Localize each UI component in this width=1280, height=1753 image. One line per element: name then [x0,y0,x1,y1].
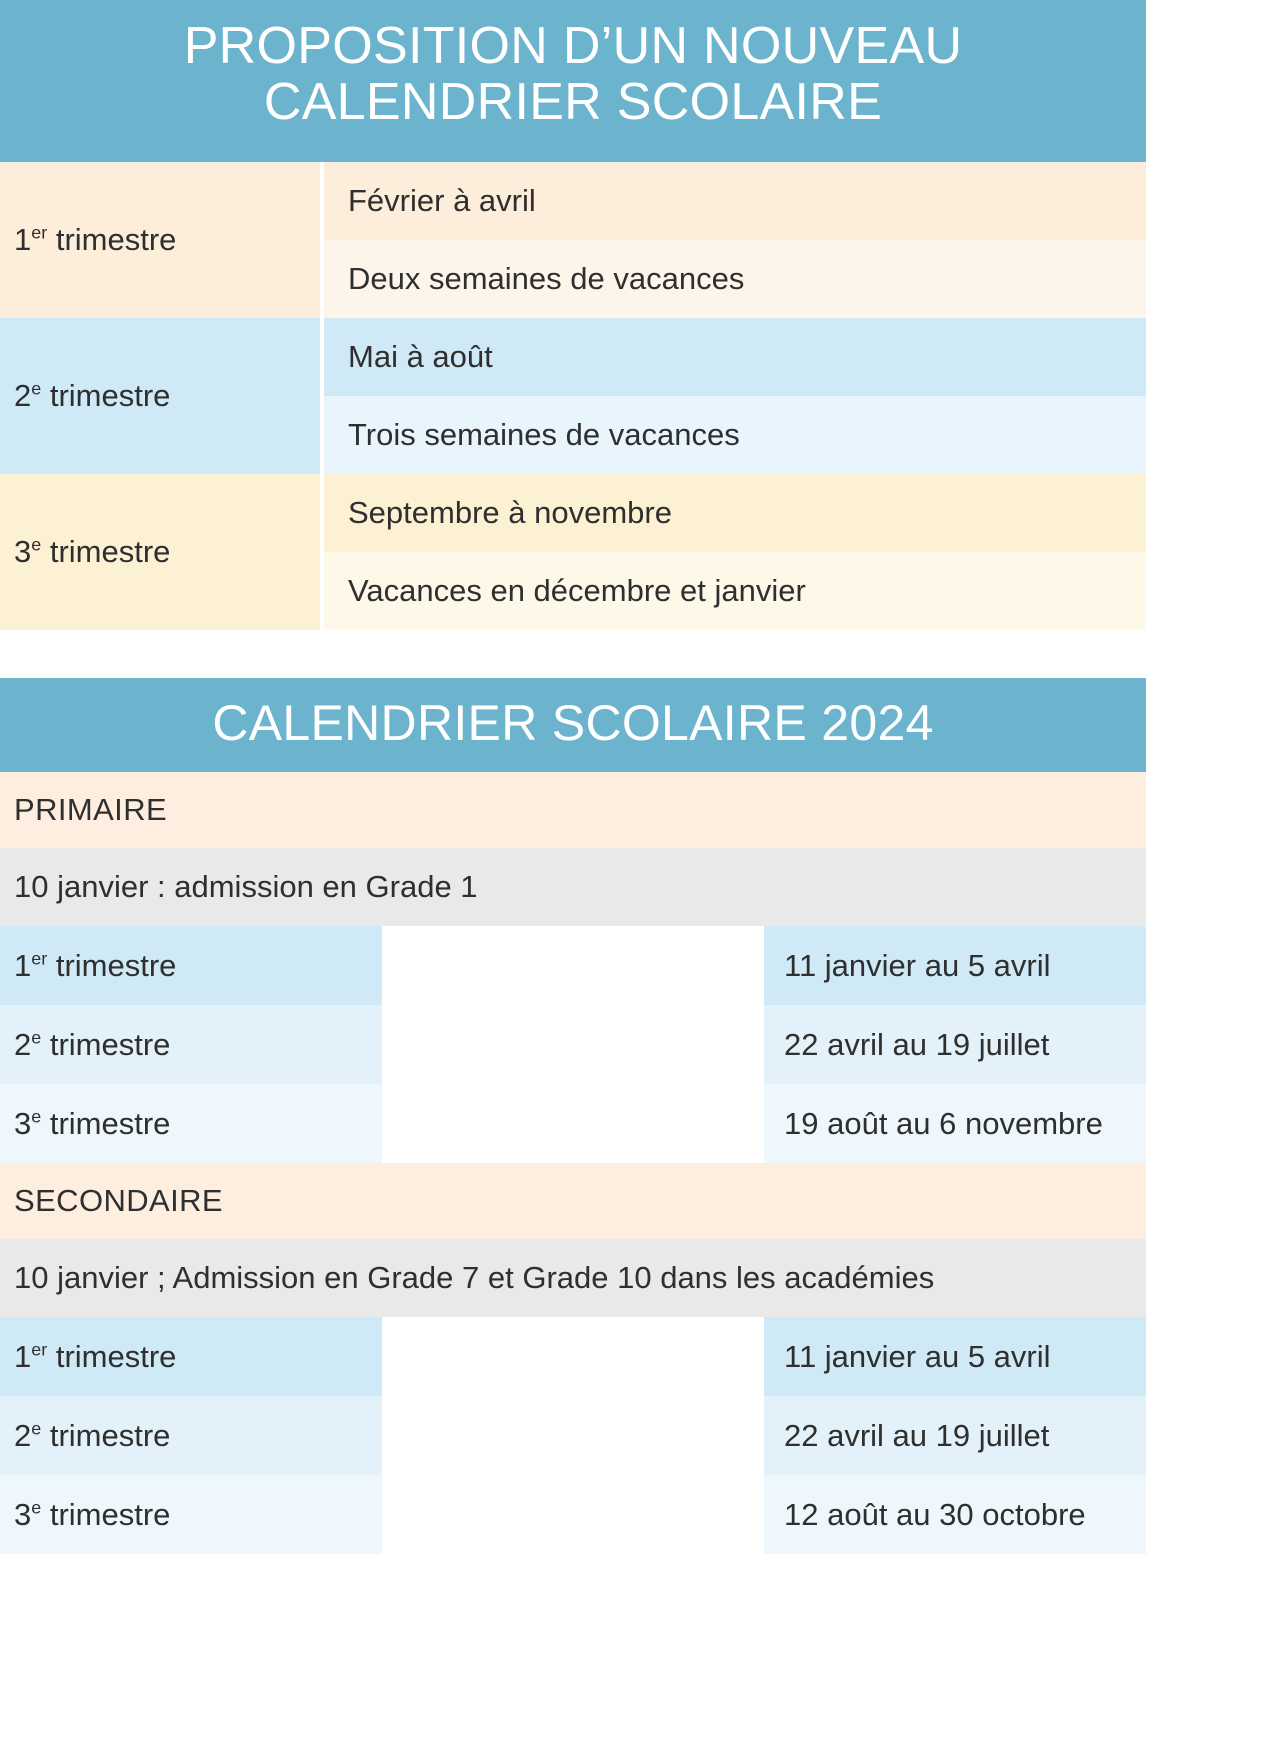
term-label-text: trimestre [41,1105,171,1141]
secondaire-term-dates-2: 22 avril au 19 juillet [764,1396,1146,1475]
term-ordinal-suffix: e [31,534,42,555]
section-header-secondaire [0,1163,1146,1239]
proposal-term-period-3: Septembre à novembre [324,474,1146,552]
term-ordinal-suffix: er [31,948,48,969]
column-gap [382,1317,764,1396]
primaire-term-label-1 [0,926,382,1005]
term-label-text: trimestre [41,534,171,569]
proposal-term-label-2 [0,318,320,474]
term-label-text: trimestre [41,378,171,413]
proposal-term-label-1 [0,162,320,318]
proposal-title-line-2: CALENDRIER SCOLAIRE [263,73,883,132]
secondaire-term-label-3 [0,1475,382,1554]
table-row [0,1005,1146,1084]
term-number: 2 [14,1417,32,1453]
term-number: 3 [14,534,32,569]
term-label-text: trimestre [47,222,177,257]
term-ordinal-suffix: e [31,378,42,399]
calendar-banner-title [0,678,1146,772]
primaire-term-dates-3: 19 août au 6 novembre [764,1084,1146,1163]
proposal-term-period-2: Mai à août [324,318,1146,396]
term-label-text: trimestre [41,1417,171,1453]
calendar-table [0,772,1146,1554]
proposal-term-period-1: Février à avril [324,162,1146,240]
term-number: 1 [14,1338,32,1374]
table-row [0,474,1146,552]
term-number: 3 [14,1105,32,1141]
column-gap [382,1475,764,1554]
term-number: 2 [14,1026,32,1062]
term-ordinal-suffix: er [31,1339,48,1360]
table-row [0,1475,1146,1554]
secondaire-term-label-1 [0,1317,382,1396]
table-row [0,926,1146,1005]
proposal-term-vacation-3: Vacances en décembre et janvier [324,552,1146,630]
proposal-term-label-3 [0,474,320,630]
proposal-title-line-1: PROPOSITION D’UN NOUVEAU [183,17,963,75]
primaire-term-dates-2: 22 avril au 19 juillet [764,1005,1146,1084]
table-row [0,1317,1146,1396]
primaire-term-dates-1: 11 janvier au 5 avril [764,926,1146,1005]
calendar-title-text: CALENDRIER SCOLAIRE 2024 [212,695,934,751]
secondaire-term-label-2 [0,1396,382,1475]
term-number: 2 [14,378,32,413]
term-ordinal-suffix: e [31,1497,42,1518]
table-row [0,1084,1146,1163]
term-number: 3 [14,1496,32,1532]
secondaire-term-dates-1: 11 janvier au 5 avril [764,1317,1146,1396]
column-gap [382,926,764,1005]
secondaire-term-dates-3: 12 août au 30 octobre [764,1475,1146,1554]
term-number: 1 [14,222,32,257]
term-label-text: trimestre [47,947,177,983]
section-spacer [0,630,1146,678]
admission-text-primaire: 10 janvier : admission en Grade 1 [0,848,1146,926]
proposal-banner-title [0,0,1146,162]
proposal-term-vacation-2: Trois semaines de vacances [324,396,1146,474]
section-header-primaire [0,772,1146,848]
admission-row-secondaire [0,1239,1146,1317]
term-label-text: trimestre [41,1026,171,1062]
table-row [0,1396,1146,1475]
term-number: 1 [14,947,32,983]
primaire-term-label-2 [0,1005,382,1084]
term-ordinal-suffix: e [31,1027,42,1048]
term-ordinal-suffix: er [31,222,48,243]
proposal-term-vacation-1: Deux semaines de vacances [324,240,1146,318]
term-label-text: trimestre [47,1338,177,1374]
proposal-table [0,162,1146,630]
primaire-term-label-3 [0,1084,382,1163]
admission-text-secondaire: 10 janvier ; Admission en Grade 7 et Grade 10 dans les académies [0,1239,1146,1317]
column-gap [382,1396,764,1475]
admission-row-primaire [0,848,1146,926]
term-label-text: trimestre [41,1496,171,1532]
term-ordinal-suffix: e [31,1418,42,1439]
term-ordinal-suffix: e [31,1106,42,1127]
table-row [0,318,1146,396]
section-label-secondaire: SECONDAIRE [0,1163,1146,1239]
table-row [0,162,1146,240]
section-label-primaire: PRIMAIRE [0,772,1146,848]
column-gap [382,1005,764,1084]
column-gap [382,1084,764,1163]
